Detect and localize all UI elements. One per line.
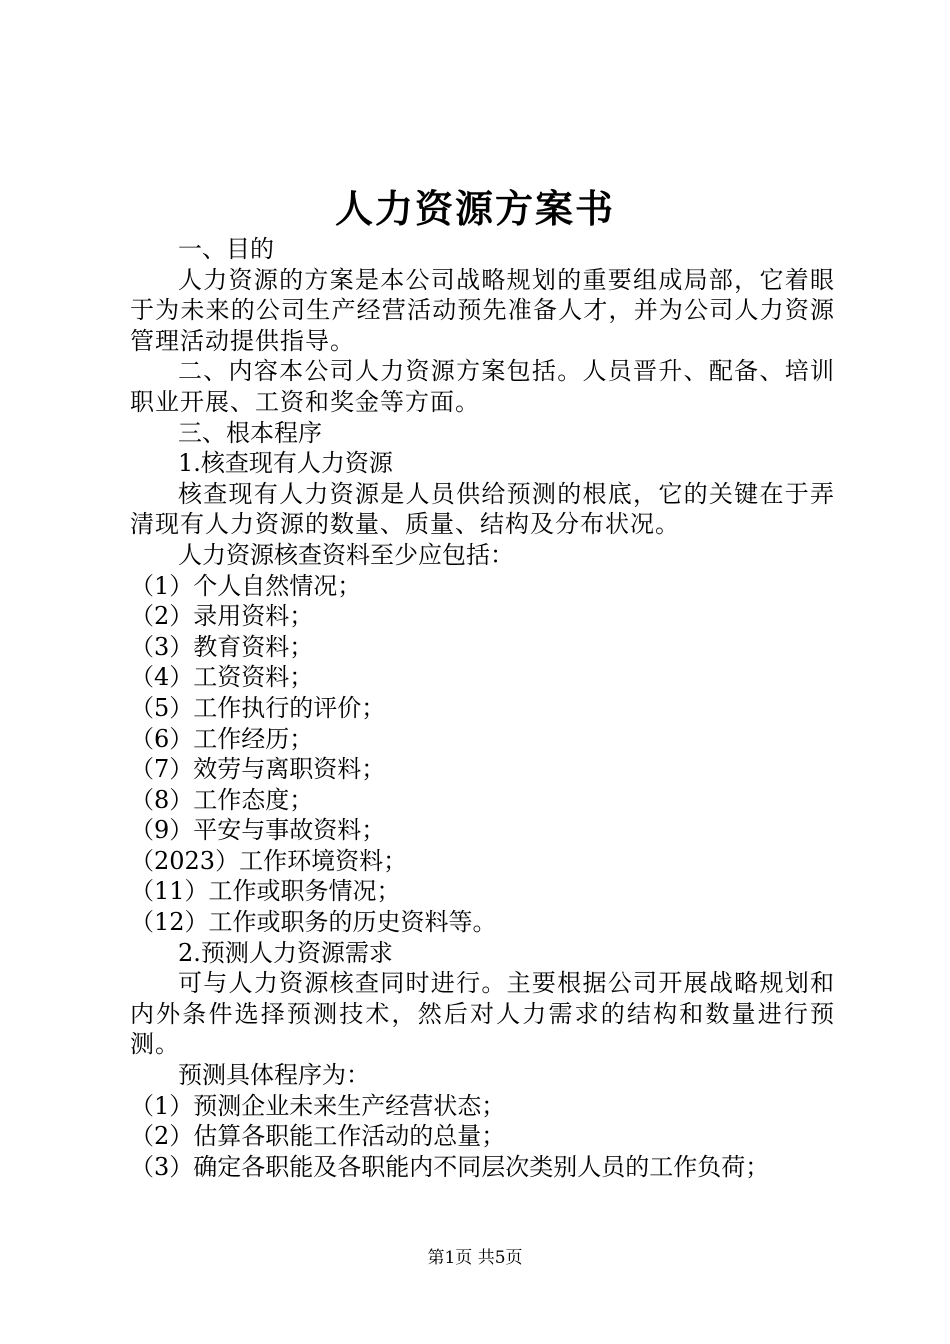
paragraph: 2.预测人力资源需求 (178, 938, 393, 967)
document-body (130, 234, 835, 1182)
list-item: （1）预测企业未来生产经营状态； (130, 1091, 506, 1120)
list-item: （5）工作执行的评价； (130, 693, 386, 722)
paragraph: 1.核查现有人力资源 (178, 449, 393, 478)
paragraph: 可与人力资源核查同时进行。主要根据公司开展战略规划和内外条件选择预测技术，然后对人力需求的结构和数量进行预测。 (130, 969, 835, 1059)
paragraph: 一、目的 (178, 235, 274, 263)
paragraph: 人力资源的方案是本公司战略规划的重要组成局部，它着眼于为未来的公司生产经营活动预先准备人才，并为公司人力资源管理活动提供指导。 (130, 265, 835, 355)
paragraph: 三、根本程序 (178, 418, 322, 447)
list-item: （2）录用资料； (130, 602, 314, 631)
list-item: （8）工作态度； (130, 785, 314, 814)
list-item: （12）工作或职务的历史资料等。 (130, 908, 497, 937)
list-item: （7）效劳与离职资料； (130, 755, 386, 784)
list-item: （2023）工作环境资料； (130, 846, 408, 875)
document-title: 人力资源方案书 (334, 186, 615, 231)
list-item: （6）工作经历； (130, 724, 314, 753)
paragraph: 核查现有人力资源是人员供给预测的根底，它的关键在于弄清现有人力资源的数量、质量、结构及分布状况。 (130, 479, 835, 539)
paragraph: 二、内容本公司人力资源方案包括。人员晋升、配备、培训职业开展、工资和奖金等方面。 (130, 357, 835, 416)
page-footer: 第1页 共5页 (427, 1248, 523, 1268)
list-item: （9）平安与事故资料； (130, 816, 386, 845)
list-item: （2）估算各职能工作活动的总量； (130, 1122, 506, 1151)
list-item: （1）个人自然情况； (130, 571, 362, 600)
paragraph: 人力资源核查资料至少应包括： (178, 540, 514, 569)
list-item: （3）确定各职能及各职能内不同层次类别人员的工作负荷； (130, 1152, 770, 1181)
list-item: （11）工作或职务情况； (130, 877, 401, 906)
list-item: （3）教育资料； (130, 632, 314, 661)
list-item: （4）工资资料； (130, 663, 314, 692)
paragraph: 预测具体程序为： (178, 1061, 370, 1090)
